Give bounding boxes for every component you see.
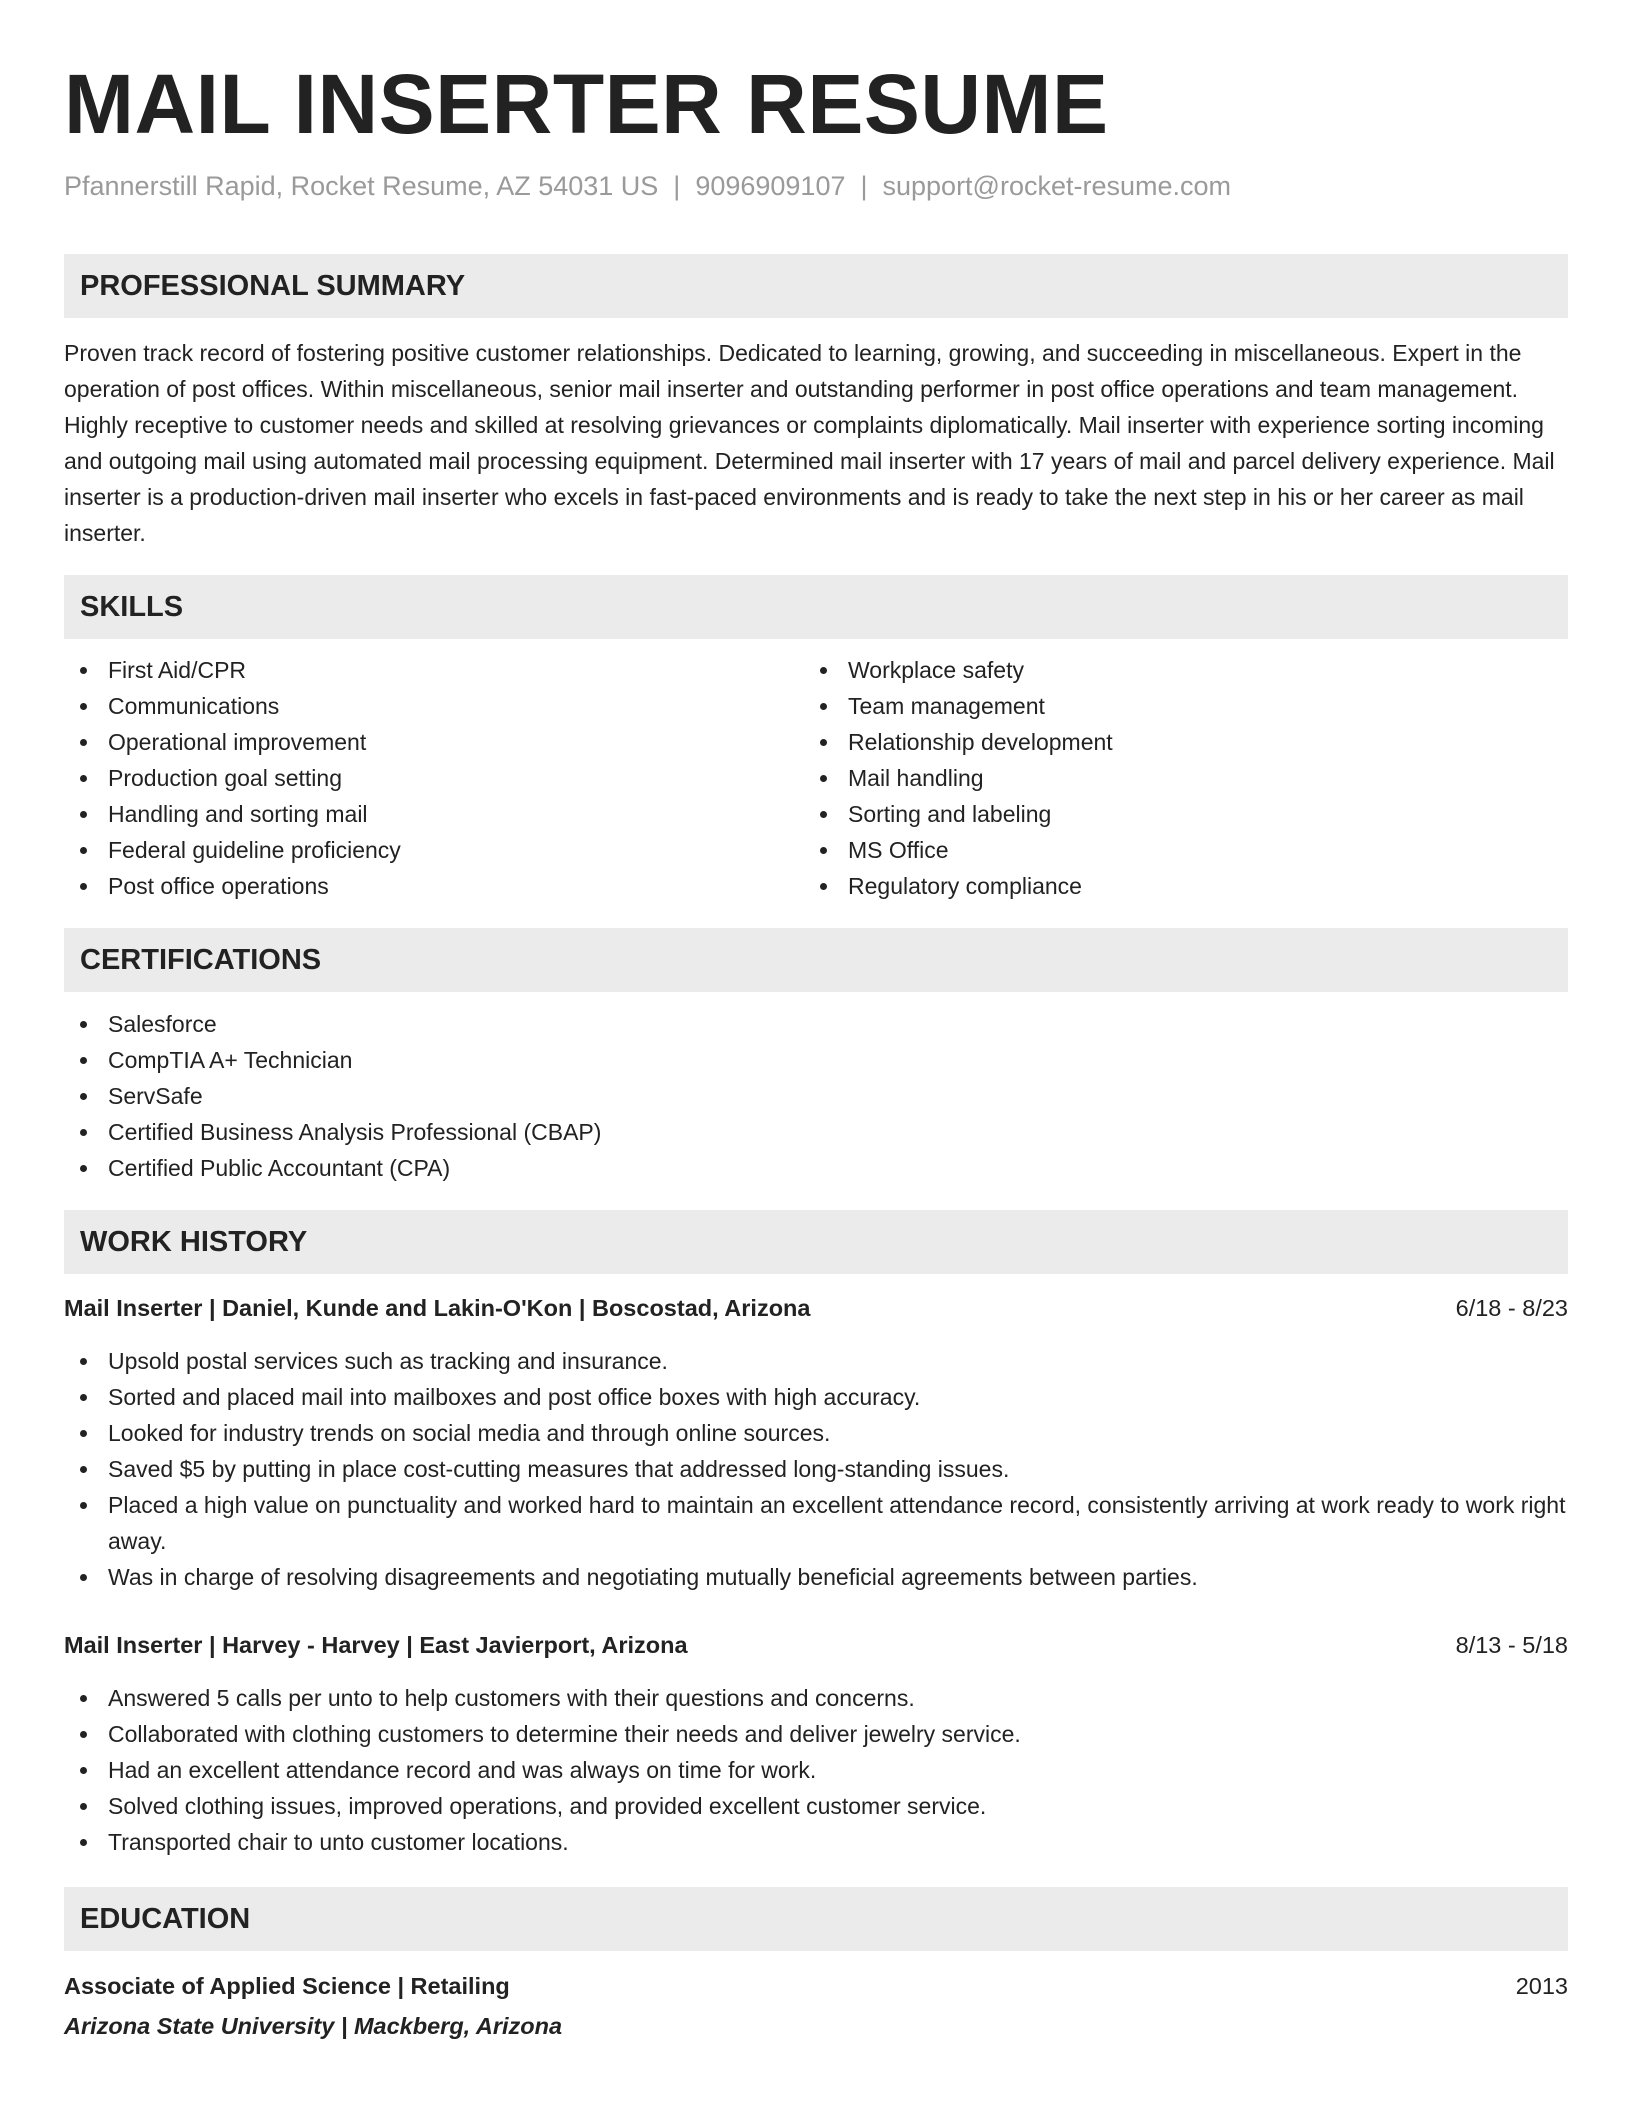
certification-item: Certified Public Accountant (CPA) (64, 1150, 1568, 1186)
section-heading-education: EDUCATION (64, 1887, 1568, 1951)
skill-item: MS Office (804, 832, 1564, 868)
section-heading-certifications: CERTIFICATIONS (64, 928, 1568, 992)
certifications-section (64, 928, 1568, 1186)
skills-section (64, 575, 1568, 904)
job-entry (64, 1290, 1568, 1595)
section-heading-summary: PROFESSIONAL SUMMARY (64, 254, 1568, 318)
job-dates: 6/18 - 8/23 (1455, 1295, 1568, 1321)
skill-item: Sorting and labeling (804, 796, 1564, 832)
certifications-list (64, 1006, 1568, 1186)
resume-title: MAIL INSERTER RESUME (64, 57, 1109, 151)
job-bullet: Transported chair to unto customer locations. (64, 1824, 1568, 1860)
job-title: Mail Inserter | Harvey - Harvey | East Javierport, Arizona (64, 1632, 688, 1658)
contact-address: Pfannerstill Rapid, Rocket Resume, AZ 54031 US (64, 171, 659, 201)
skill-item: Workplace safety (804, 652, 1564, 688)
job-bullet: Answered 5 calls per unto to help customers with their questions and concerns. (64, 1680, 1568, 1716)
job-entry (64, 1627, 1568, 1860)
skill-item: Communications (64, 688, 804, 724)
skills-grid (64, 652, 1568, 904)
contact-separator: | (860, 171, 868, 201)
certification-item: CompTIA A+ Technician (64, 1042, 1568, 1078)
skill-item: Operational improvement (64, 724, 804, 760)
section-heading-skills: SKILLS (64, 575, 1568, 639)
summary-text: Proven track record of fostering positive customer relationships. Dedicated to learning, growing, and succeeding in miscellaneous. Expert in the operation of post offices. Within miscellaneous, senior mail inserter and outstanding performer in post office operations and team management. Highly receptive to customer needs and skilled at resolving grievances or complaints diplomatically. Mail inserter with experience sorting incoming and outgoing mail using automated mail processing equipment. Determined mail inserter with 17 years of mail and parcel delivery experience. Mail inserter is a production-driven mail inserter who excels in fast-paced environments and is ready to take the next step in his or her career as mail inserter. (64, 340, 1555, 546)
job-header (64, 1627, 1568, 1663)
skills-list-left (64, 652, 804, 904)
skill-item: Federal guideline proficiency (64, 832, 804, 868)
education-degree: Associate of Applied Science | Retailing (64, 1973, 510, 1999)
job-bullet: Was in charge of resolving disagreements and negotiating mutually beneficial agreements between parties. (64, 1559, 1568, 1595)
contact-line (64, 170, 1568, 202)
job-bullets (64, 1680, 1568, 1860)
education-section (64, 1887, 1568, 2044)
job-bullet: Upsold postal services such as tracking and insurance. (64, 1343, 1568, 1379)
work-history-section (64, 1210, 1568, 1860)
certification-item: Salesforce (64, 1006, 1568, 1042)
job-title: Mail Inserter | Daniel, Kunde and Lakin-O'Kon | Boscostad, Arizona (64, 1295, 811, 1321)
contact-separator: | (673, 171, 681, 201)
job-bullet: Placed a high value on punctuality and worked hard to maintain an excellent attendance record, consistently arriving at work ready to work right away. (64, 1487, 1568, 1559)
job-bullet: Looked for industry trends on social media and through online sources. (64, 1415, 1568, 1451)
section-heading-work-history: WORK HISTORY (64, 1210, 1568, 1274)
job-bullet: Saved $5 by putting in place cost-cutting measures that addressed long-standing issues. (64, 1451, 1568, 1487)
job-bullets (64, 1343, 1568, 1595)
skill-item: Relationship development (804, 724, 1564, 760)
skill-item: Mail handling (804, 760, 1564, 796)
skills-list-right (804, 652, 1564, 904)
skill-item: First Aid/CPR (64, 652, 804, 688)
job-bullet: Solved clothing issues, improved operations, and provided excellent customer service. (64, 1788, 1568, 1824)
certification-item: Certified Business Analysis Professional (CBAP) (64, 1114, 1568, 1150)
job-bullet: Had an excellent attendance record and was always on time for work. (64, 1752, 1568, 1788)
education-year: 2013 (1515, 1973, 1568, 1999)
job-header (64, 1290, 1568, 1326)
skill-item: Post office operations (64, 868, 804, 904)
skill-item: Regulatory compliance (804, 868, 1564, 904)
professional-summary-section (64, 254, 1568, 551)
education-header (64, 1968, 1568, 2004)
skill-item: Handling and sorting mail (64, 796, 804, 832)
job-bullet: Collaborated with clothing customers to determine their needs and deliver jewelry service. (64, 1716, 1568, 1752)
job-dates: 8/13 - 5/18 (1455, 1632, 1568, 1658)
contact-email: support@rocket-resume.com (882, 171, 1232, 201)
skill-item: Team management (804, 688, 1564, 724)
skill-item: Production goal setting (64, 760, 804, 796)
certification-item: ServSafe (64, 1078, 1568, 1114)
job-bullet: Sorted and placed mail into mailboxes and post office boxes with high accuracy. (64, 1379, 1568, 1415)
contact-phone: 9096909107 (695, 171, 846, 201)
education-school: Arizona State University | Mackberg, Arizona (64, 2013, 563, 2039)
